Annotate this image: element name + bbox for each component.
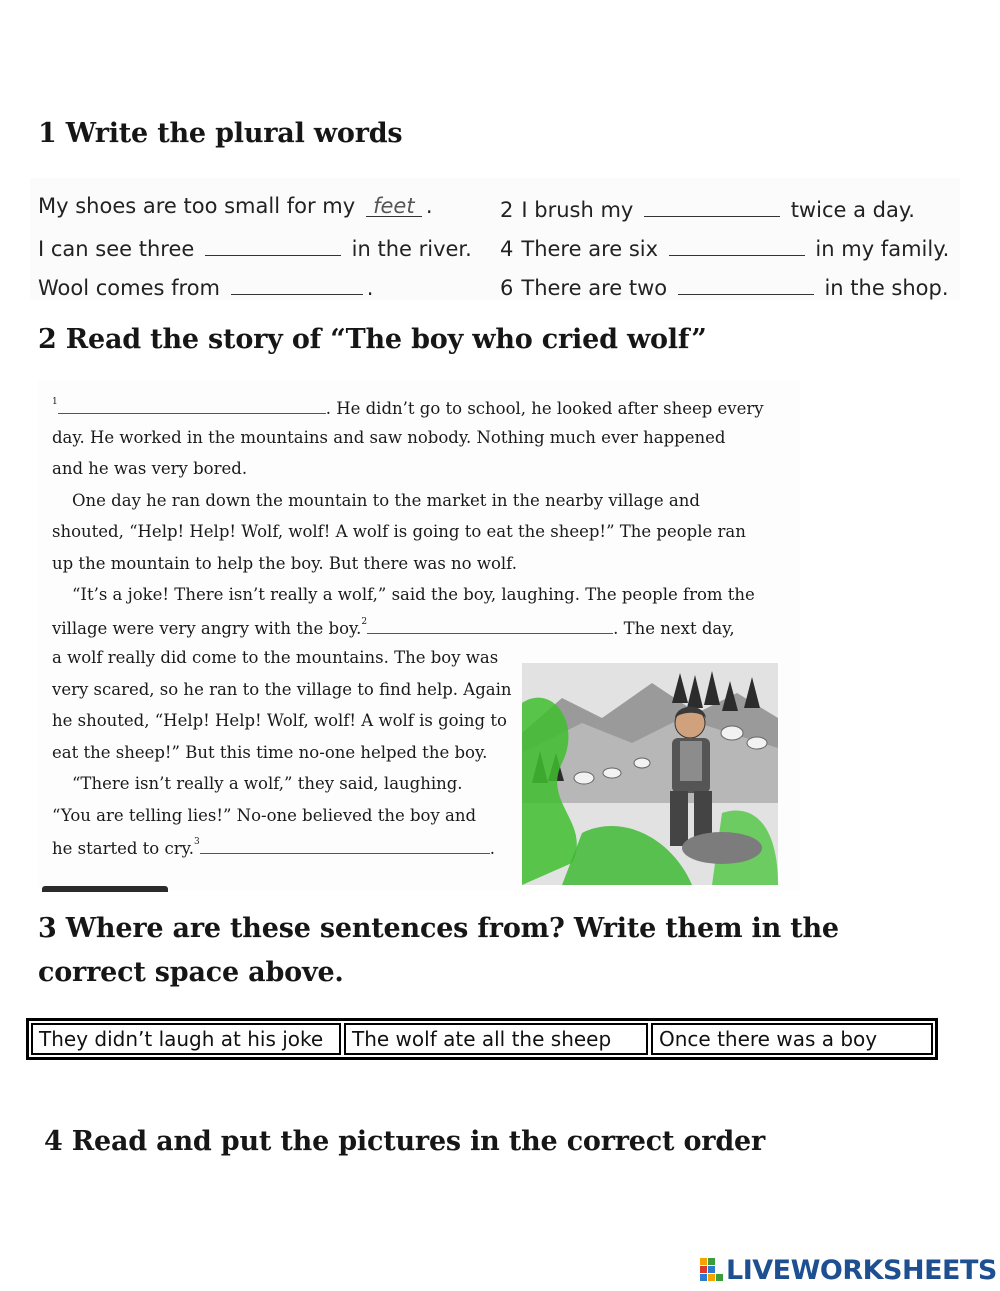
story-line: day. He worked in the mountains and saw nobody. Nothing much ever happened [52, 428, 726, 447]
answer-blank[interactable] [205, 233, 341, 256]
option-cell[interactable]: The wolf ate all the sheep [344, 1023, 648, 1055]
sentence-text: in the river. [351, 237, 472, 261]
sentence-text: in my family. [815, 237, 950, 261]
blank-number: 1 [52, 397, 58, 407]
boy-on-mountain-illustration [522, 663, 778, 885]
story-passage [38, 380, 800, 890]
exercise-5-sentence [38, 272, 373, 302]
story-text: . He didn’t go to school, he looked after sheep every [325, 399, 764, 418]
section-1-heading: 1 Write the plural words [38, 118, 403, 149]
blank-number: 2 [361, 617, 368, 627]
sentence-text: There are six [521, 237, 659, 261]
answer-blank[interactable] [678, 272, 814, 295]
story-blank-1[interactable] [58, 397, 326, 414]
sentence-options-table [26, 1018, 938, 1060]
liveworksheets-logo [700, 1252, 997, 1288]
answer-blank-filled[interactable]: feet [366, 194, 422, 217]
exercise-4-sentence [500, 233, 949, 263]
answer-blank[interactable] [644, 194, 780, 217]
story-line [52, 837, 495, 858]
exercise-number: 6 [500, 276, 514, 300]
exercise-2-sentence [500, 194, 915, 224]
exercise-number: 4 [500, 237, 514, 261]
story-line: “It’s a joke! There isn’t really a wolf,” said the boy, laughing. The people from the [72, 585, 755, 604]
sentence-text: I brush my [521, 198, 634, 222]
story-text: he started to cry. [52, 839, 194, 858]
exercise-3-sentence [38, 233, 472, 263]
decorative-tab [42, 886, 168, 892]
story-line: “There isn’t really a wolf,” they said, laughing. [72, 774, 463, 793]
section-3-heading-cont: correct space above. [38, 957, 344, 988]
sentence-text: I can see three [38, 237, 195, 261]
sentence-text: . [425, 194, 433, 218]
story-line [52, 397, 764, 418]
exercise-number: 2 [500, 198, 514, 222]
logo-blocks-icon [700, 1258, 724, 1282]
story-blank-3[interactable] [200, 837, 490, 854]
exercise-6-sentence [500, 272, 949, 302]
sentence-text: . [366, 276, 374, 300]
story-line: he shouted, “Help! Help! Wolf, wolf! A wolf is going to [52, 711, 507, 730]
story-line: One day he ran down the mountain to the market in the nearby village and [72, 491, 700, 510]
answer-blank[interactable] [231, 272, 363, 295]
story-line: eat the sheep!” But this time no-one helped the boy. [52, 743, 488, 762]
story-text: village were very angry with the boy. [52, 619, 362, 638]
sentence-text: There are two [521, 276, 668, 300]
story-line [52, 617, 735, 638]
plural-words-exercise [30, 178, 960, 300]
blank-number: 3 [193, 837, 200, 847]
logo-text: LIVEWORKSHEETS [726, 1254, 997, 1286]
story-line: very scared, so he ran to the village to find help. Again [52, 680, 512, 699]
story-line: shouted, “Help! Help! Wolf, wolf! A wolf is going to eat the sheep!” The people ran [52, 522, 746, 541]
sentence-text: Wool comes from [38, 276, 220, 300]
option-cell[interactable]: Once there was a boy [651, 1023, 933, 1055]
story-text: . [489, 839, 495, 858]
story-line: up the mountain to help the boy. But there was no wolf. [52, 554, 517, 573]
exercise-1-sentence [38, 194, 433, 224]
option-cell[interactable]: They didn’t laugh at his joke [31, 1023, 341, 1055]
section-2-heading: 2 Read the story of “The boy who cried wolf” [38, 324, 707, 355]
story-line: “You are telling lies!” No-one believed the boy and [52, 806, 477, 825]
section-3-heading: 3 Where are these sentences from? Write them in the [38, 913, 839, 944]
sentence-text: twice a day. [790, 198, 915, 222]
story-text: . The next day, [613, 619, 735, 638]
story-blank-2[interactable] [367, 617, 613, 634]
answer-blank[interactable] [669, 233, 805, 256]
sentence-text: My shoes are too small for my [38, 194, 356, 218]
section-4-heading: 4 Read and put the pictures in the correct order [44, 1126, 765, 1157]
story-line: and he was very bored. [52, 459, 248, 478]
story-line: a wolf really did come to the mountains. The boy was [52, 648, 499, 667]
sentence-text: in the shop. [824, 276, 949, 300]
